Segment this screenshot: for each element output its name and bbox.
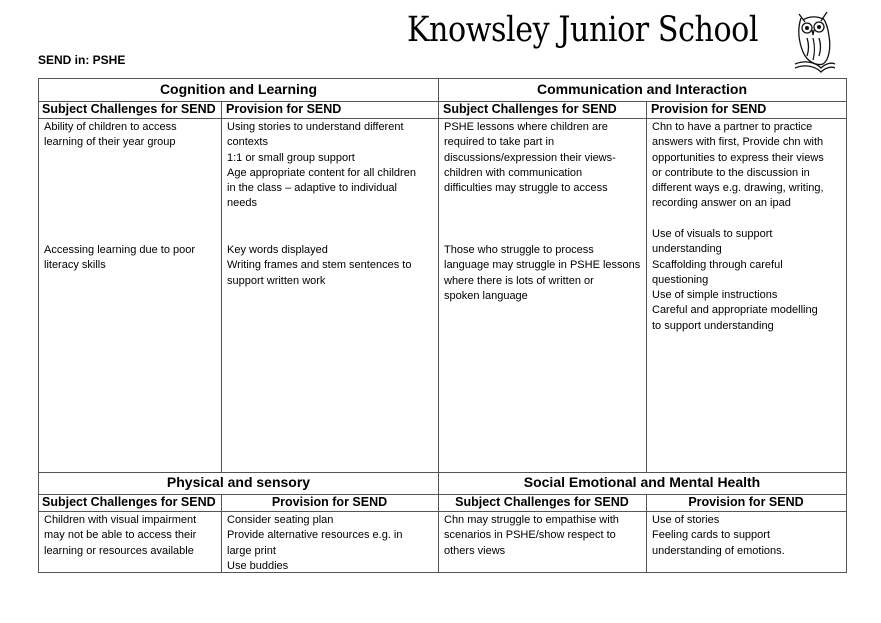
communication-challenge-1: PSHE lessons where children are required to take part in discussions/expression their views- children with communication difficulties may struggle to access <box>444 121 616 195</box>
physical-provision: Consider seating plan Provide alternative resources e.g. in large print Use buddies <box>227 514 403 572</box>
cognition-provision-1: Using stories to understand different contexts 1:1 or small group support Age appropriate content for all children in the class – adaptive to individual needs <box>227 121 416 210</box>
cognition-provision-2: Key words displayed Writing frames and stem sentences to support written work <box>227 244 412 287</box>
send-subject-label: SEND in: PSHE <box>38 53 126 67</box>
column-header-provision: Provision for SEND <box>688 495 804 509</box>
section-title-physical: Physical and sensory <box>166 474 311 490</box>
column-header-challenges: Subject Challenges for SEND <box>42 495 216 509</box>
column-header-challenges: Subject Challenges for SEND <box>455 495 629 509</box>
section-title-cognition: Cognition and Learning <box>159 81 318 97</box>
communication-challenge-2: Those who struggle to process language may struggle in PSHE lessons where there is lots of written or spoken language <box>444 244 641 302</box>
cognition-challenge-1: Ability of children to access learning of their year group <box>44 121 177 149</box>
semh-challenge: Chn may struggle to empathise with scenarios in PSHE/show respect to others views <box>444 514 619 557</box>
column-header-provision: Provision for SEND <box>226 102 342 116</box>
physical-challenge: Children with visual impairment may not be able to access their learning or resources available <box>44 514 197 557</box>
column-header-provision: Provision for SEND <box>271 495 388 509</box>
column-header-challenges: Subject Challenges for SEND <box>42 102 216 116</box>
school-name: Knowsley Junior School <box>407 10 759 50</box>
send-provision-table <box>38 78 847 573</box>
section-title-semh: Social Emotional and Mental Health <box>523 474 761 490</box>
section-title-communication: Communication and Interaction <box>536 81 747 97</box>
column-header-provision: Provision for SEND <box>651 102 767 116</box>
communication-provision-1: Chn to have a partner to practice answers with first, Provide chn with opportunities to express their views or contribute to the discussion in different ways e.g. drawing, writing, recording answer on an ipad <box>652 121 824 210</box>
owl-on-book-icon <box>791 8 835 74</box>
cognition-challenge-2: Accessing learning due to poor literacy skills <box>44 244 196 272</box>
column-header-challenges: Subject Challenges for SEND <box>443 102 617 116</box>
communication-provision-2: Use of visuals to support understanding Scaffolding through careful questioning Use of simple instructions Careful and appropriate modelling to support understanding <box>652 228 818 332</box>
semh-provision: Use of stories Feeling cards to support understanding of emotions. <box>652 514 785 557</box>
